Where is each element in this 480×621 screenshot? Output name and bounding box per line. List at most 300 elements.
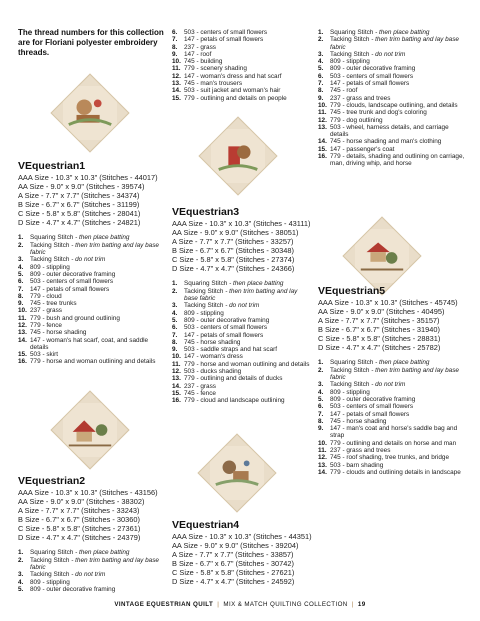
step-text [184,29,267,36]
step-item [172,353,312,360]
thread-steps [172,280,312,404]
step-text [30,264,70,271]
step-text [184,288,312,303]
step-label: Squaring Stitch [330,359,374,367]
step-text [330,440,456,447]
step-item [18,234,168,241]
step-label: 503 - centers of small flowers [184,324,268,332]
design-block-vequestrian3 [172,206,312,404]
step-item [172,375,312,382]
step-number: 8. [18,292,24,300]
step-item [18,278,168,285]
step-item [18,351,168,358]
step-number: 9. [318,94,324,102]
step-item [318,447,468,454]
step-item [172,324,312,331]
step-text [330,58,370,65]
step-label: 809 - stippling [30,263,70,271]
design-block-vequestrian1 [18,160,168,366]
step-note: - then trim batting and lay base fabric [330,366,459,382]
size-a: A Size - 7.7" x 7.7" (Stitches - 33243) [18,505,140,515]
step-number: 2. [318,36,324,44]
step-label: 237 - grass and trees [330,94,391,102]
step-number: 8. [172,338,178,346]
step-number: 11. [18,314,27,322]
size-list [18,489,168,542]
size-aaa: AAA Size - 10.3" x 10.3" (Stitches - 43156) [18,488,158,497]
step-label: 809 - stippling [330,388,370,396]
step-item [18,337,168,352]
step-number: 3. [18,571,24,579]
step-label: Tacking Stitch [184,287,224,295]
step-item [172,73,312,80]
step-number: 14. [318,138,327,146]
step-label: 745 - horse shading [330,417,387,425]
step-label: Squaring Stitch [30,234,74,242]
step-item [172,383,312,390]
step-item [172,87,312,94]
size-b: B Size - 6.7" x 6.7" (Stitches - 30742) [172,558,294,568]
step-text [330,403,413,410]
step-text [330,411,409,418]
step-text [330,109,427,116]
step-text [184,324,267,331]
vequestrian1-thumbnail [50,73,129,152]
size-aa: AA Size - 9.0" x 9.0" (Stitches - 38051) [172,227,299,237]
step-item [18,256,168,263]
step-text [184,80,242,87]
size-aaa: AAA Size - 10.3" x 10.3" (Stitches - 43111) [172,219,311,228]
step-text [30,234,129,241]
step-text [184,383,216,390]
step-item [18,329,168,336]
step-text [330,87,357,94]
step-label: 503 - centers of small flowers [30,278,114,286]
step-number: 7. [172,331,178,339]
step-item [318,117,468,124]
step-text [30,271,115,278]
step-item [18,579,168,586]
step-text [30,549,129,556]
step-label: 503 - saddle straps and hat scarf [184,346,278,354]
step-item [318,87,468,94]
step-label: 779 - outlining and details on horse and man [330,439,457,447]
step-number: 12. [318,116,327,124]
step-text [184,44,216,51]
step-label: Tacking Stitch [30,571,70,579]
step-number: 12. [318,454,327,462]
size-aa: AA Size - 9.0" x 9.0" (Stitches - 38302) [18,496,145,506]
step-text [30,579,70,586]
step-item [318,462,468,469]
step-label: Tacking Stitch [330,50,370,58]
step-item [318,367,468,382]
step-label: 503 - barn shading [330,461,384,469]
step-item [318,109,468,116]
step-number: 4. [318,388,324,396]
size-c: C Size - 5.8" x 5.8" (Stitches - 27621) [172,567,295,577]
step-text [330,367,468,382]
step-text [184,95,287,102]
size-d: D Size - 4.7" x 4.7" (Stitches - 24592) [172,576,295,586]
step-number: 9. [172,346,178,354]
step-item [172,310,312,317]
step-number: 14. [172,87,181,95]
step-item [318,73,468,80]
step-text [330,418,387,425]
step-label: 779 - details, shading and outlining on carriage, man, driving whip, and horse [330,153,465,168]
step-number: 13. [172,80,181,88]
step-item [172,317,312,324]
step-number: 5. [18,270,24,278]
step-number: 10. [318,439,327,447]
step-text [330,454,449,461]
step-item [318,36,468,51]
step-label: 745 - horse shading and man's clothing [330,138,442,146]
step-text [30,571,105,578]
step-label: 779 - outlining and details of ducks [184,375,283,383]
step-text [30,329,87,336]
size-d: D Size - 4.7" x 4.7" (Stitches - 24379) [18,532,141,542]
step-label: 779 - clouds and outlining details in landscape [330,468,461,476]
step-text [330,138,441,145]
size-c: C Size - 5.8" x 5.8" (Stitches - 27361) [18,523,141,533]
step-text [184,361,309,368]
page-footer [0,601,480,608]
step-text [330,36,468,51]
step-text [184,73,281,80]
step-number: 6. [318,403,324,411]
step-label: Tacking Stitch [330,366,370,374]
step-number: 3. [172,302,178,310]
step-text [330,65,415,72]
step-text [184,375,282,382]
step-text [30,315,120,322]
step-item [318,124,468,139]
step-item [18,300,168,307]
step-item [318,454,468,461]
step-label: 809 - outer decorative framing [330,395,416,403]
step-label: Tacking Stitch [30,256,70,264]
step-item [18,322,168,329]
step-item [172,36,312,43]
step-text [30,286,109,293]
step-text [30,300,77,307]
step-text [184,36,263,43]
step-number: 1. [318,29,324,36]
size-c: C Size - 5.8" x 5.8" (Stitches - 28041) [18,208,141,218]
step-text [184,310,224,317]
size-a: A Size - 7.7" x 7.7" (Stitches - 33857) [172,549,294,559]
step-text [330,396,415,403]
step-note: - then place batting [73,549,130,557]
step-label: 779 - outlining and details on people [184,94,287,102]
step-item [318,58,468,65]
step-number: 2. [172,287,178,295]
step-number: 3. [318,381,324,389]
step-number: 13. [172,375,181,383]
size-aa: AA Size - 9.0" x 9.0" (Stitches - 40495) [318,306,445,316]
step-item [172,65,312,72]
step-item [172,361,312,368]
step-number: 15. [172,389,181,397]
step-label: 779 - cloud and landscape outlining [184,397,285,405]
step-text [30,351,58,358]
size-list [172,220,312,273]
step-text [330,359,429,366]
step-number: 7. [318,80,324,88]
step-label: 745 - man's trousers [184,80,243,88]
step-number: 11. [172,360,181,368]
thread-steps [18,234,168,365]
step-item [172,302,312,309]
step-item [172,44,312,51]
step-number: 1. [318,359,324,367]
step-number: 14. [318,468,327,476]
step-note: - then trim batting and lay base fabric [30,241,159,257]
step-text [330,124,468,139]
step-text [30,293,62,300]
step-text [30,242,168,257]
step-note: - do not trim [369,381,406,389]
step-label: 503 - centers of small flowers [184,29,268,36]
step-item [318,381,468,388]
size-a: A Size - 7.7" x 7.7" (Stitches - 34374) [18,190,140,200]
step-label: 503 - suit jacket and woman's hair [184,87,281,95]
design-title: VEquestrian3 [172,206,240,218]
step-number: 10. [172,58,181,66]
step-number: 11. [172,65,181,73]
step-label: Tacking Stitch [184,302,224,310]
step-item [18,586,168,593]
size-aaa: AAA Size - 10.3" x 10.3" (Stitches - 44017) [18,173,158,182]
footer-collection: MIX & MATCH QUILTING COLLECTION [223,601,348,608]
step-item [318,396,468,403]
step-label: 147 - petals of small flowers [184,331,264,339]
size-d: D Size - 4.7" x 4.7" (Stitches - 24821) [18,217,141,227]
step-item [318,403,468,410]
step-text [30,358,155,365]
vequestrian2-thumbnail [50,390,129,469]
step-text [330,153,468,168]
step-label: 745 - horse shading [30,329,87,337]
step-number: 3. [18,256,24,264]
step-item [318,65,468,72]
step-text [184,390,216,397]
step-number: 12. [172,72,181,80]
step-label: 779 - horse and woman outlining and details [30,358,156,366]
step-label: 503 - centers of small flowers [330,72,414,80]
step-note: - then trim batting and lay base fabric [30,556,159,572]
step-number: 2. [18,556,24,564]
step-text [184,317,269,324]
step-item [18,315,168,322]
step-text [30,586,115,593]
step-number: 14. [172,382,181,390]
step-item [18,242,168,257]
size-d: D Size - 4.7" x 4.7" (Stitches - 25782) [318,342,441,352]
step-label: 147 - petals of small flowers [330,80,410,88]
step-label: 503 - skirt [30,351,59,359]
step-label: 503 - centers of small flowers [330,403,414,411]
step-number: 8. [318,417,324,425]
step-number: 9. [18,300,24,308]
continued-steps-vequestrian4 [318,29,468,168]
step-number: 11. [318,447,327,454]
step-label: Tacking Stitch [30,556,70,564]
step-label: 503 - ducks shading [184,368,242,375]
step-number: 7. [172,36,178,44]
step-label: Tacking Stitch [330,381,370,389]
thread-steps [318,29,468,168]
step-label: 779 - bush and ground outlining [30,314,120,322]
step-text [184,353,243,360]
step-number: 6. [318,72,324,80]
step-item [318,425,468,440]
step-number: 6. [18,278,24,286]
step-item [172,332,312,339]
step-label: 237 - grass [30,307,62,315]
step-label: 237 - grass [184,43,216,51]
step-item [172,280,312,287]
step-note: - then place batting [373,359,430,367]
step-text [184,65,247,72]
step-item [172,368,312,375]
step-label: 745 - tree trunk and dog's coloring [330,109,427,117]
step-label: 809 - stippling [184,309,224,317]
step-item [318,102,468,109]
step-label: 779 - scenery shading [184,65,247,73]
vequestrian4-thumbnail [197,433,276,512]
page-number: 19 [357,601,366,608]
design-block-vequestrian2 [18,475,168,593]
step-item [318,29,468,36]
step-number: 9. [172,50,178,58]
step-number: 5. [18,585,24,593]
step-item [18,307,168,314]
step-text [30,322,62,329]
step-text [330,381,405,388]
design-title: VEquestrian4 [172,519,240,531]
size-list [172,533,312,586]
step-number: 3. [318,50,324,58]
step-label: 779 - dog outlining [330,116,383,124]
step-label: 809 - stippling [30,578,70,586]
step-label: 779 - cloud [30,292,62,300]
footer-title: VINTAGE EQUESTRIAN QUILT [114,601,214,608]
step-label: 745 - fence [184,389,216,397]
step-label: 809 - outer decorative framing [330,65,416,73]
step-number: 15. [172,94,181,102]
step-text [184,346,277,353]
step-text [330,73,413,80]
design-title: VEquestrian5 [318,285,386,297]
size-b: B Size - 6.7" x 6.7" (Stitches - 30348) [172,245,294,255]
step-label: 147 - man's coat and horse's saddle bag and strap [330,425,458,440]
step-item [172,288,312,303]
step-label: 745 - roof [330,87,358,95]
step-label: 147 - roof [184,50,212,58]
step-text [184,397,285,404]
step-label: 147 - woman's hat scarf, coat, and saddle details [30,336,149,351]
step-text [330,51,405,58]
size-c: C Size - 5.8" x 5.8" (Stitches - 28831) [318,333,441,343]
step-number: 6. [172,29,178,36]
step-text [330,447,390,454]
size-a: A Size - 7.7" x 7.7" (Stitches - 33257) [172,236,294,246]
step-note: - do not trim [69,256,106,264]
step-note: - then trim batting and lay base fabric [330,36,459,51]
step-item [18,571,168,578]
step-number: 10. [18,307,27,315]
size-aa: AA Size - 9.0" x 9.0" (Stitches - 39204) [172,540,299,550]
step-label: Tacking Stitch [330,36,370,44]
step-text [330,425,468,440]
step-label: 745 - tree trunks [30,300,77,308]
step-number: 14. [18,336,27,344]
step-note: - do not trim [69,571,106,579]
step-text [330,469,461,476]
step-label: 503 - wheel, harness details, and carriage details [330,123,449,139]
step-text [184,280,283,287]
size-b: B Size - 6.7" x 6.7" (Stitches - 31940) [318,324,440,334]
step-label: Squaring Stitch [330,29,374,36]
vequestrian3-thumbnail [198,116,277,195]
step-text [184,87,280,94]
step-number: 16. [18,358,27,366]
step-label: 809 - outer decorative framing [184,316,270,324]
step-item [172,390,312,397]
step-item [18,557,168,572]
size-d: D Size - 4.7" x 4.7" (Stitches - 24366) [172,263,295,273]
step-item [172,397,312,404]
step-number: 5. [318,65,324,73]
design-title: VEquestrian2 [18,475,86,487]
step-number: 10. [172,353,181,361]
step-label: 779 - horse and woman outlining and details [184,360,310,368]
step-label: 147 - petals of small flowers [330,410,410,418]
step-text [330,102,458,109]
step-number: 6. [172,324,178,332]
step-text [330,146,394,153]
step-number: 12. [18,322,27,329]
step-number: 7. [318,410,324,418]
step-note: - do not trim [223,302,260,310]
size-a: A Size - 7.7" x 7.7" (Stitches - 35157) [318,315,440,325]
step-label: 779 - clouds, landscape outlining, and details [330,101,458,109]
step-item [318,418,468,425]
step-number: 4. [18,578,24,586]
step-text [330,462,383,469]
step-text [30,256,105,263]
step-number: 2. [318,366,324,374]
step-item [318,153,468,168]
size-aaa: AAA Size - 10.3" x 10.3" (Stitches - 44351) [172,532,312,541]
step-number: 8. [318,87,324,95]
step-text [30,307,62,314]
step-label: 745 - horse shading [184,338,241,346]
design-block-vequestrian4 [172,519,312,586]
step-item [318,80,468,87]
step-item [318,469,468,476]
step-number: 5. [318,395,324,403]
step-text [184,302,259,309]
step-number: 15. [318,145,327,153]
step-text [330,29,429,36]
step-number: 1. [172,280,178,288]
step-note: - then place batting [227,280,284,288]
size-b: B Size - 6.7" x 6.7" (Stitches - 30360) [18,514,140,524]
